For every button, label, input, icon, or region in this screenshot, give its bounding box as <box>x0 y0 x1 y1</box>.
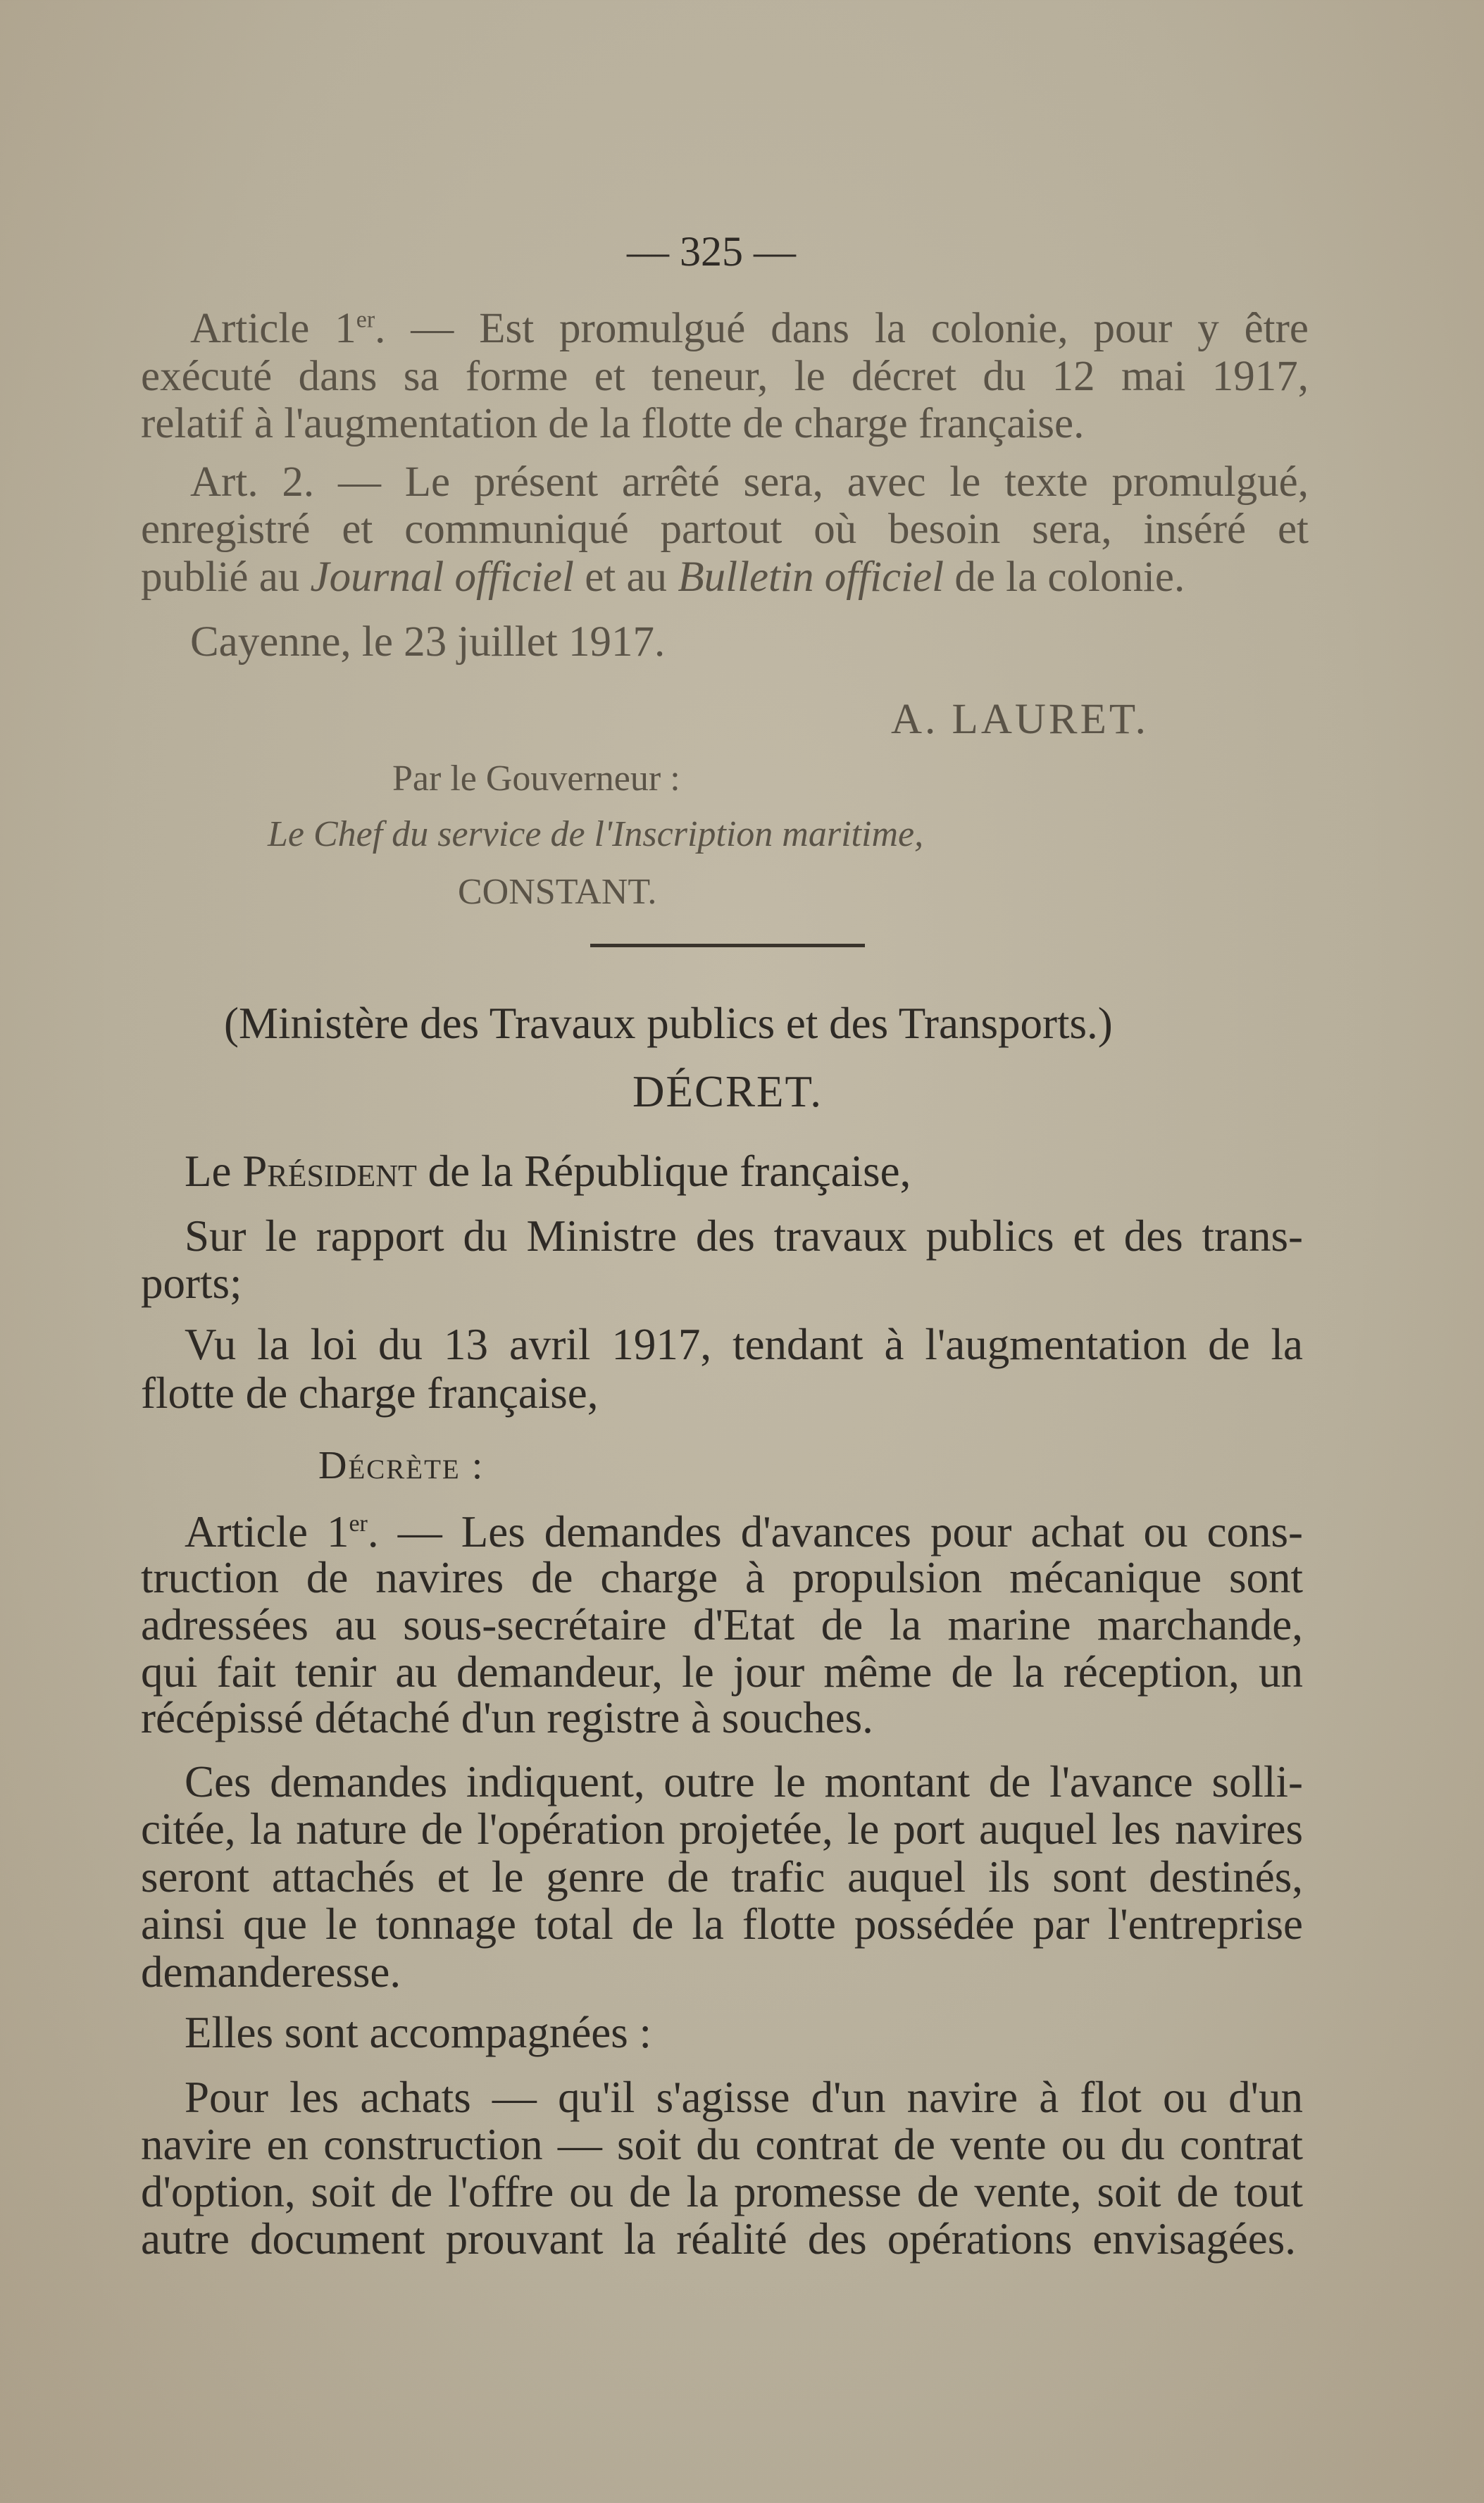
text-line: enregistré et communiqué partout où besoin sera, inséré et <box>141 506 1309 553</box>
text-line: récépissé détaché d'un registre à souches. <box>141 1693 873 1742</box>
par-le-gouverneur: Par le Gouverneur : <box>392 759 680 799</box>
text-line: citée, la nature de l'opération projetée, le port auquel les navires <box>141 1804 1303 1854</box>
separator-rule <box>590 944 865 947</box>
text-line: publié au Journal officiel et au Bulletin officiel de la colonie. <box>141 554 1185 601</box>
text-line: autre document prouvant la réalité des opérations envisagées. <box>141 2214 1296 2264</box>
accompanied-line: Elles sont accompagnées : <box>185 2008 652 2057</box>
text-line: exécuté dans sa forme et teneur, le décret du 12 mai 1917, <box>141 353 1309 400</box>
page-number: — 325 — <box>627 228 796 275</box>
text-line: navire en construction — soit du contrat de vente ou du contrat <box>141 2120 1303 2169</box>
text-line: d'option, soit de l'offre ou de la promesse de vente, soit de tout <box>141 2167 1303 2216</box>
decree-title: DÉCRET. <box>632 1067 823 1116</box>
president-line: Le Président de la République française, <box>185 1147 911 1196</box>
constant-signature: CONSTANT. <box>458 872 657 912</box>
decrete-heading: Décrète : <box>318 1444 485 1487</box>
text-line: Article 1er. — Les demandes d'avances pour achat ou cons- <box>185 1507 1303 1556</box>
text-line: ainsi que le tonnage total de la flotte possédée par l'entreprise <box>141 1899 1303 1949</box>
text-line: Ces demandes indiquent, outre le montant de l'avance solli- <box>185 1757 1303 1806</box>
text-line: Sur le rapport du Ministre des travaux publics et des trans- <box>185 1211 1303 1261</box>
text-line: flotte de charge française, <box>141 1368 599 1418</box>
text-line: Art. 2. — Le présent arrêté sera, avec le texte promulgué, <box>190 458 1309 506</box>
signature: A. LAURET. <box>891 696 1149 743</box>
place-date: Cayenne, le 23 juillet 1917. <box>190 618 666 666</box>
text-line: seront attachés et le genre de trafic auquel ils sont destinés, <box>141 1852 1303 1902</box>
text-line: qui fait tenir au demandeur, le jour même de la réception, un <box>141 1647 1303 1697</box>
chef-inscription: Le Chef du service de l'Inscription maritime, <box>268 814 924 854</box>
text-line: Pour les achats — qu'il s'agisse d'un navire à flot ou d'un <box>185 2073 1303 2122</box>
text-line: adressées au sous-secrétaire d'Etat de la marine marchande, <box>141 1600 1303 1649</box>
text-line: Vu la loi du 13 avril 1917, tendant à l'augmentation de la <box>185 1320 1303 1369</box>
text-line: Article 1er. — Est promulgué dans la colonie, pour y être <box>190 305 1309 352</box>
text-line: ports; <box>141 1259 242 1308</box>
text-line: truction de navires de charge à propulsion mécanique sont <box>141 1553 1303 1602</box>
text-line: relatif à l'augmentation de la flotte de charge française. <box>141 400 1085 447</box>
ministry-heading: (Ministère des Travaux publics et des Transports.) <box>224 999 1113 1048</box>
text-line: demanderesse. <box>141 1947 401 1997</box>
